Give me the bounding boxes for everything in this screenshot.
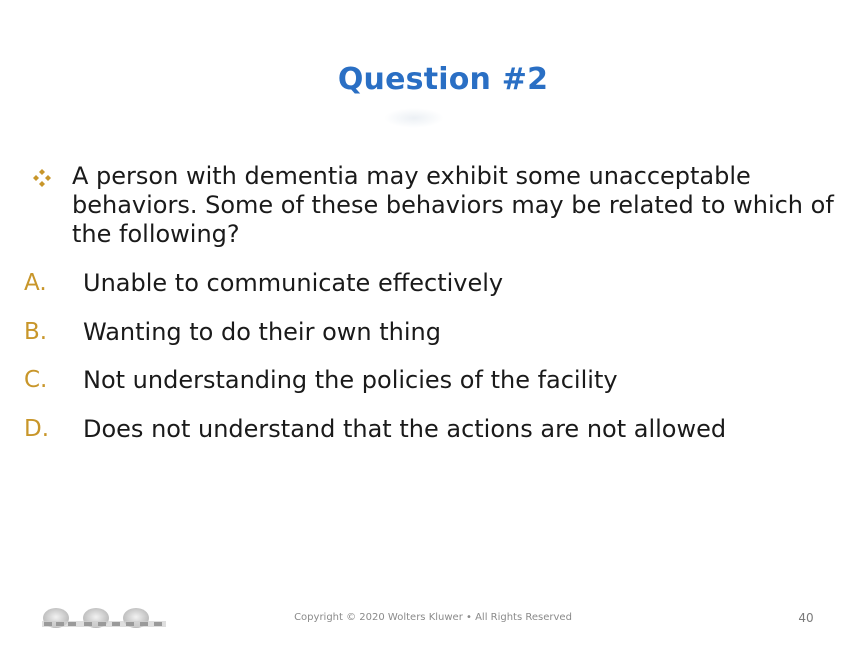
option-text: Unable to communicate effectively [83,269,504,297]
title-glow-decoration [384,108,444,128]
option-letter: A. [24,270,47,296]
slide-title: Question #2 [337,62,549,97]
option-letter: B. [24,318,48,345]
page-number: 40 [798,611,814,625]
answer-option-b [24,317,844,366]
copyright-notice: Copyright © 2020 Wolters Kluwer • All Rights Reserved [294,612,572,623]
diamond-quad-bullet-icon [32,168,52,188]
option-letter: C. [24,367,48,393]
option-text: Does not understand that the actions are not allowed [83,414,727,443]
option-text: Wanting to do their own thing [83,317,441,346]
answer-option-d [24,414,844,463]
answer-option-c [24,365,844,414]
answer-options-list [24,268,844,462]
answer-option-a [24,268,844,317]
option-letter: D. [24,415,50,442]
question-block [32,162,842,249]
option-text: Not understanding the policies of the facility [83,366,618,394]
publisher-logo-icon [40,606,170,630]
question-text: A person with dementia may exhibit some unacceptable behaviors. Some of these behaviors may be related to which of the following? [72,162,834,248]
